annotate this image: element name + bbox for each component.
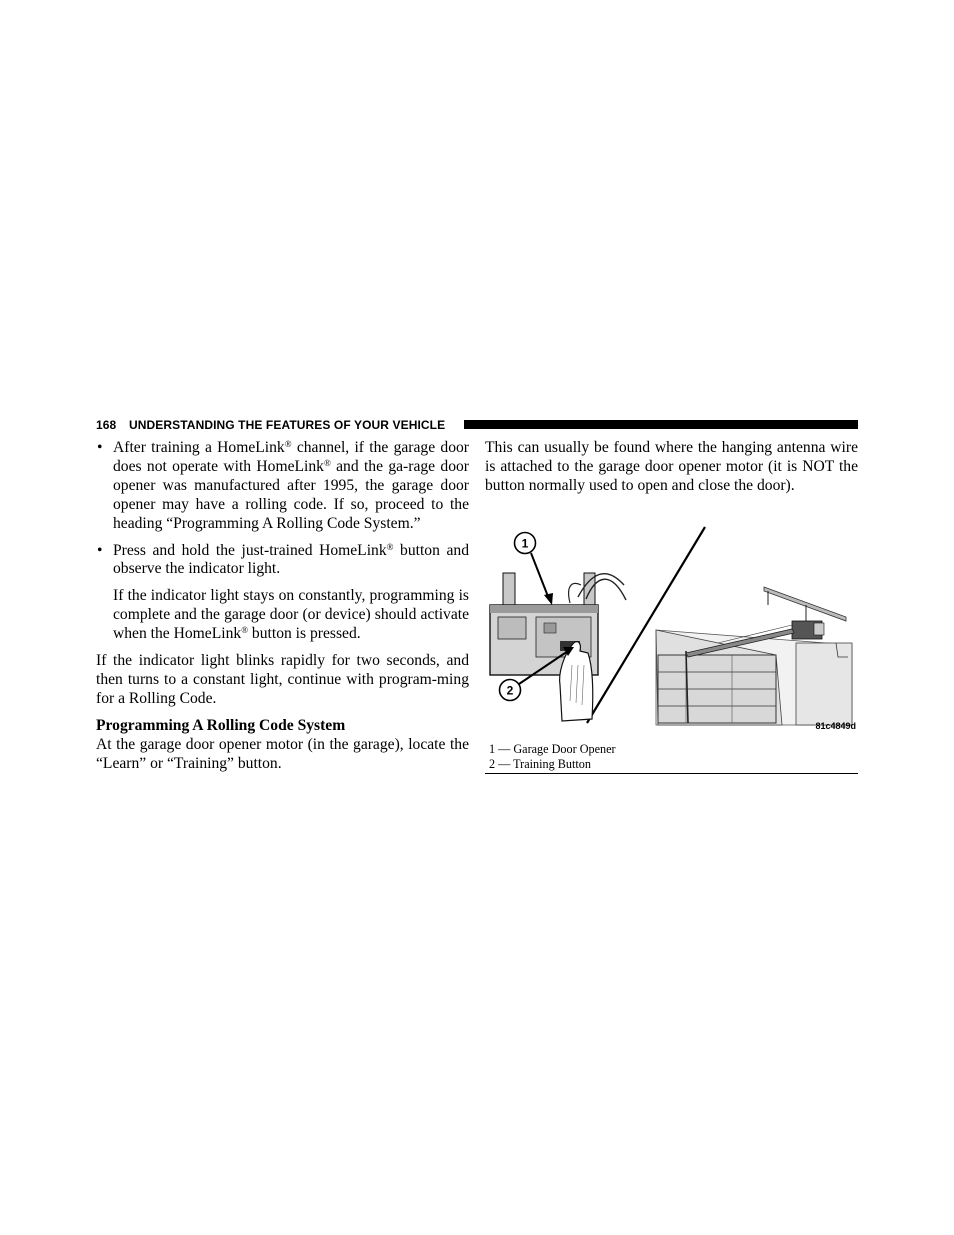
bullet-dot: • (97, 439, 103, 456)
callout-1 (515, 533, 554, 606)
bullet-text: and the ga-rage door opener was manufactured after 1995, the garage door opener may have a rolling code. If so, proceed to the heading “Programming A Rolling Code System.” (113, 457, 469, 532)
caption-rule (485, 773, 858, 774)
caption-line: 1 — Garage Door Opener (489, 742, 616, 756)
paragraph-text: button is pressed. (248, 625, 361, 643)
paragraph-blink: If the indicator light blinks rapidly for two seconds, and then turns to a constant light, continue with program-ming for a Rolling Code. (96, 652, 469, 707)
bullet-text: Press and hold the just-trained HomeLink (113, 541, 387, 559)
registered-mark: ® (386, 541, 394, 552)
bullet-text: channel, if the garage door does not operate with HomeLink (113, 439, 469, 475)
right-column (485, 439, 858, 496)
bullet-text: After training a HomeLink (113, 439, 285, 456)
page-header (96, 417, 858, 433)
figure-caption (489, 742, 616, 772)
registered-mark: ® (323, 457, 331, 468)
registered-mark: ® (284, 439, 292, 449)
garage-opener-illustration (486, 525, 858, 740)
section-title: UNDERSTANDING THE FEATURES OF YOUR VEHICLE (129, 418, 446, 432)
callout-2-label: 2 (506, 683, 514, 698)
paragraph-text: If the indicator light stays on constantly, programming is complete and the garage door (or device) should activate when the HomeLink (113, 587, 469, 643)
header-rule (464, 420, 858, 429)
left-column (96, 439, 469, 774)
registered-mark: ® (241, 625, 249, 636)
paragraph-antenna: This can usually be found where the hanging antenna wire is attached to the garage door opener motor (it is NOT the button normally used to open and close the door). (485, 439, 858, 494)
garage-scene (656, 587, 852, 725)
page-number: 168 (96, 418, 117, 432)
bullet-text: button and observe the indicator light. (113, 541, 469, 578)
opener-unit (490, 573, 626, 675)
paragraph-motor: At the garage door opener motor (in the garage), locate the “Learn” or “Training” button. (96, 735, 469, 772)
callout-1-label: 1 (521, 536, 529, 551)
indented-paragraph (96, 587, 469, 644)
image-code: 81c4849d (815, 721, 856, 731)
bullet-dot: • (97, 541, 103, 559)
caption-line: 2 — Training Button (489, 757, 591, 771)
bullet-item (96, 439, 469, 534)
bullet-item (96, 542, 469, 580)
subheading-rolling-code: Programming A Rolling Code System (96, 716, 346, 734)
